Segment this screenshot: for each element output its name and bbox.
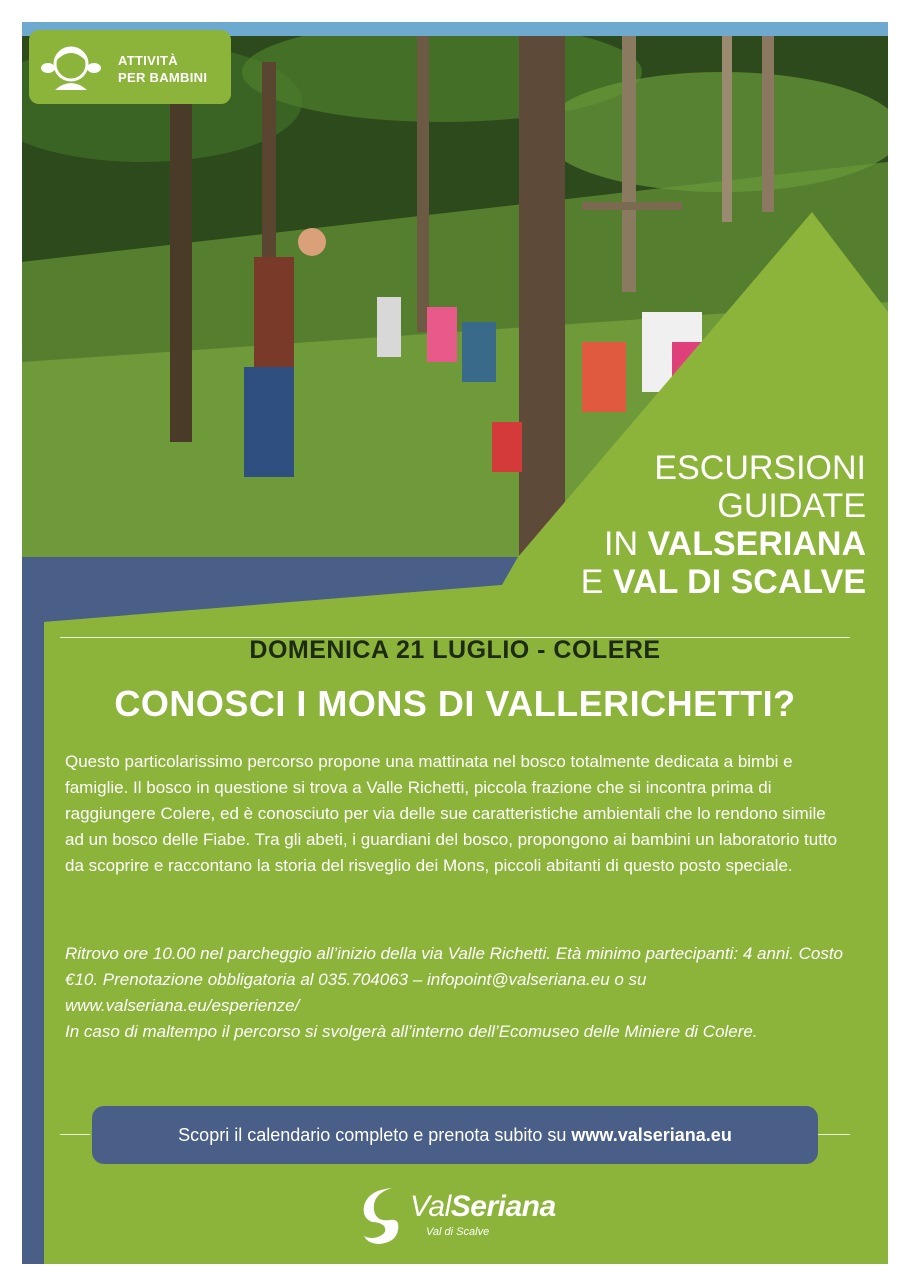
child-face-icon	[41, 40, 101, 94]
event-info-details: Ritrovo ore 10.00 nel parcheggio all’inizio della via Valle Richetti. Età minimo partecipanti: 4 anni. Costo €10. Prenotazione obbligatoria al 035.704063 – infopoint@valseriana.eu o su www.valseriana.eu/esperienze/	[65, 944, 844, 1015]
event-title: CONOSCI I MONS DI VALLERICHETTI?	[114, 683, 796, 724]
event-info	[65, 941, 845, 1045]
logo-wordmark	[410, 1190, 556, 1224]
badge-label	[118, 52, 207, 86]
badge-line-1: ATTIVITÀ	[118, 53, 178, 68]
divider-right	[818, 1134, 850, 1135]
headline	[581, 449, 866, 601]
valseriana-logo-icon	[362, 1186, 406, 1246]
headline-line-4	[581, 563, 866, 601]
badge-line-2: PER BAMBINI	[118, 70, 208, 85]
headline-line-3-bold: VALSERIANA	[647, 525, 866, 563]
cta-link[interactable]: www.valseriana.eu	[571, 1125, 732, 1145]
logo-seriana: Seriana	[450, 1190, 556, 1223]
headline-line-1: ESCURSIONI	[654, 449, 866, 487]
kids-activity-badge	[29, 30, 231, 104]
calendar-cta[interactable]	[92, 1106, 818, 1164]
valseriana-logo	[362, 1186, 562, 1246]
logo-subtitle: Val di Scalve	[426, 1226, 490, 1238]
headline-line-4-prefix: E	[580, 563, 613, 601]
headline-line-3	[581, 525, 866, 563]
event-weather-note: In caso di maltempo il percorso si svolgerà all’interno dell’Ecomuseo delle Miniere di Colere.	[65, 1022, 758, 1041]
headline-line-2: GUIDATE	[717, 487, 866, 525]
event-date: DOMENICA 21 LUGLIO - COLERE	[249, 636, 661, 664]
headline-line-4-bold: VAL DI SCALVE	[612, 563, 866, 601]
headline-line-3-prefix: IN	[604, 525, 648, 563]
cta-text: Scopri il calendario completo e prenota subito su	[178, 1125, 572, 1145]
event-description: Questo particolarissimo percorso propone una mattinata nel bosco totalmente dedicata a bimbi e famiglie. Il bosco in questione si trova a Valle Richetti, piccola frazione che si incontra prima di raggiungere Colere, ed è conosciuto per via delle sue caratteristiche ambientali che lo rendono simile ad un bosco delle Fiabe. Tra gli abeti, i guardiani del bosco, propongono ai bambini un laboratorio tutto da scoprire e raccontano la storia del risveglio dei Mons, piccoli abitanti di questo posto speciale.	[65, 752, 838, 875]
logo-val: Val	[410, 1190, 451, 1223]
divider-left	[60, 1134, 90, 1135]
